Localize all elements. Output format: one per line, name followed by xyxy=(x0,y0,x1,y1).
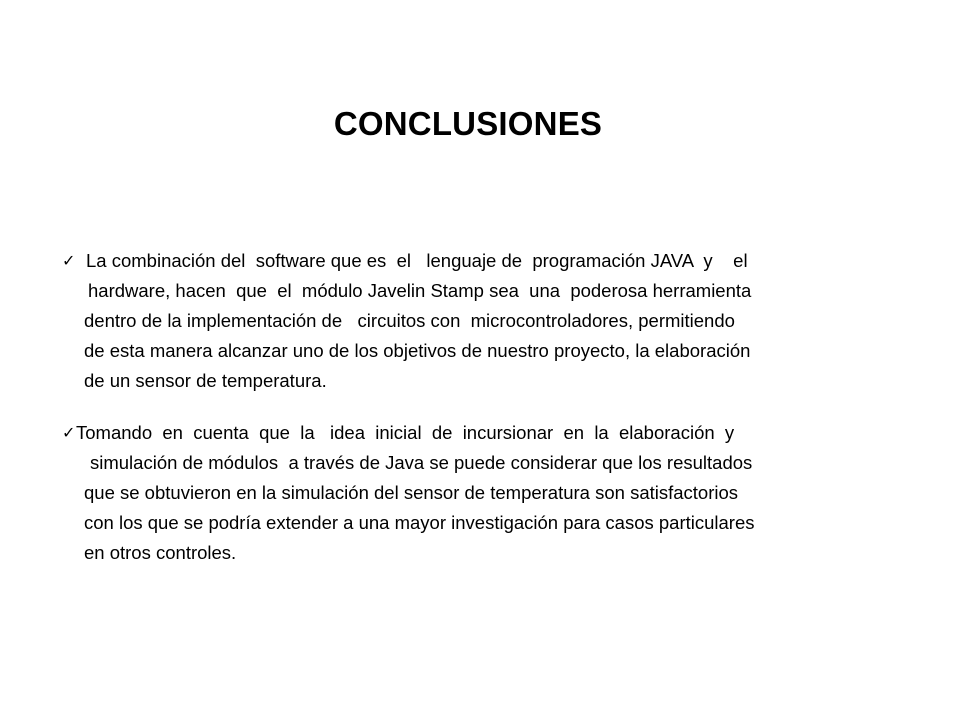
checkmark-icon: ✓ xyxy=(62,423,76,442)
bullet-text-line: de esta manera alcanzar uno de los objetivos de nuestro proyecto, la elaboración xyxy=(84,340,751,361)
bullet-text-line: La combinación del software que es el lenguaje de programación JAVA y el xyxy=(86,250,748,271)
bullet-item xyxy=(62,418,902,568)
bullet-text-line: en otros controles. xyxy=(84,542,237,563)
checkmark-icon: ✓ xyxy=(62,251,76,270)
bullet-text-line: con los que se podría extender a una mayor investigación para casos particulares xyxy=(84,512,755,533)
bullet-text-line: de un sensor de temperatura. xyxy=(84,370,327,391)
bullet-text-line: simulación de módulos a través de Java se puede considerar que los resultados xyxy=(90,452,753,473)
bullet-text-line: hardware, hacen que el módulo Javelin Stamp sea una poderosa herramienta xyxy=(88,280,752,301)
bullet-item xyxy=(62,246,902,396)
bullet-text-line: dentro de la implementación de circuitos con microcontroladores, permitiendo xyxy=(84,310,735,331)
slide-title: CONCLUSIONES xyxy=(333,105,603,142)
bullet-text-line: que se obtuvieron en la simulación del sensor de temperatura son satisfactorios xyxy=(84,482,739,503)
bullet-text-line: Tomando en cuenta que la idea inicial de incursionar en la elaboración y xyxy=(76,422,735,443)
